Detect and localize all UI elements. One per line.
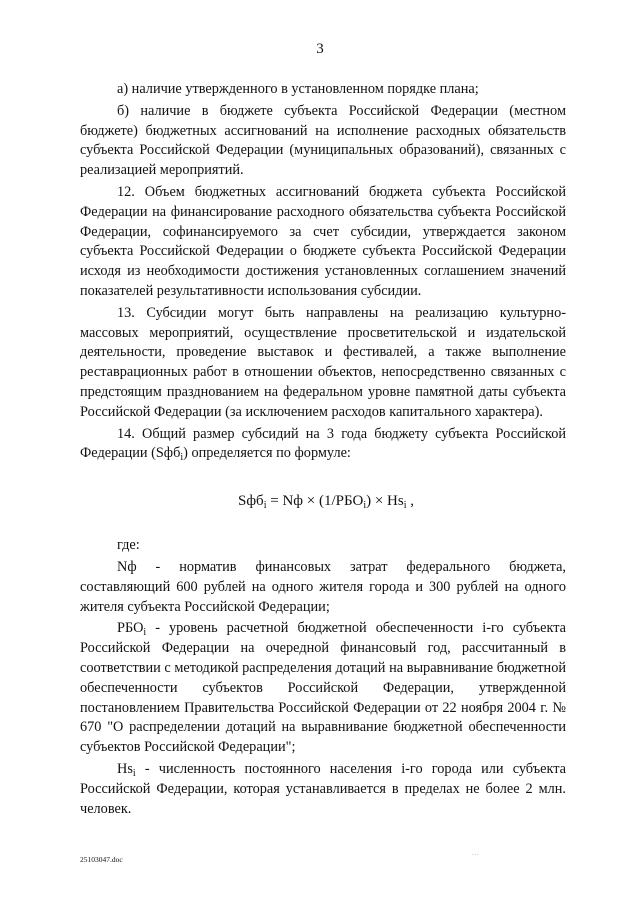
page-number: 3 — [316, 41, 324, 57]
formula-end: , — [406, 493, 414, 510]
paragraph-b: б) наличие в бюджете субъекта Российской Федерации (местном бюджете) бюджетных ассигнований на исполнение расходных обязательств субъекта Российской Федерации (муниципальных образований), связанных с реализацией мероприятий. — [80, 102, 566, 179]
definition-rbo-text: - уровень расчетной бюджетной обеспеченности i-го субъекта Российской Федерации на очередной финансовый год, рассчитанный в соответствии с методикой распределения дотаций на выравнивание бюджетной обеспеченности субъектов Российской Федерации, утвержденной постановлением Правительства Российской Федерации от 22 ноября 2004 г. № 670 "О распределении дотаций на выравнивание бюджетной обеспеченности субъектов Российской Федерации"; — [80, 620, 566, 756]
definition-rbo-subscript: i — [143, 627, 147, 639]
paragraph-12: 12. Объем бюджетных ассигнований бюджета субъекта Российской Федерации на финансирование расходного обязательства субъекта Российской Федерации, софинансируемого за счет субсидии, утверждается законом субъекта Российской Федерации о бюджете субъекта Российской Федерации исходя из необходимости достижения установленных соглашением значений показателей результативности использования субсидии. — [80, 183, 566, 299]
paragraph-13: 13. Субсидии могут быть направлены на реализацию культурно-массовых мероприятий, осуществление просветительской и издательской деятельности, проведение выставок и фестивалей, а также выполнение реставрационных работ в отношении объектов, непосредственно связанных с предстоящим празднованием на федеральном уровне памятной даты субъекта Российской Федерации (за исключением расходов капитального характера). — [80, 304, 566, 420]
definition-nf-term: Nф — [117, 558, 137, 575]
formula-middle-subscript: i — [363, 500, 367, 512]
definition-hs-text: - численность постоянного населения i-го города или субъекта Российской Федерации, которая устанавливается в пределах не более 2 млн. человек. — [80, 760, 566, 817]
formula-lhs: Sфб — [238, 493, 264, 510]
footer-file-name: 25103047.doc — [80, 855, 123, 864]
definition-nf-text: - норматив финансовых затрат федерального бюджета, составляющий 600 рублей на одного жителя города и 300 рублей на одного жителя субъекта Российской Федерации; — [80, 558, 566, 615]
definition-hs-term: Hs — [117, 760, 133, 777]
formula-lhs-subscript: i — [263, 500, 267, 512]
document-body — [80, 80, 566, 819]
definition-hs-subscript: i — [132, 767, 136, 779]
where-label: где: — [117, 537, 140, 554]
footer-mark: ... — [472, 851, 480, 857]
paragraph-a: а) наличие утвержденного в установленном порядке плана; — [117, 81, 479, 97]
paragraph-14-subscript: i — [180, 452, 184, 464]
paragraph-14-text: 14. Общий размер субсидий на 3 года бюджету субъекта Российской Федерации (Sфб — [80, 425, 566, 462]
subsidy-formula — [80, 491, 566, 511]
definition-rbo — [80, 619, 566, 758]
definition-nf — [80, 558, 566, 617]
definition-hs — [80, 760, 566, 819]
formula-middle: = Nф × (1/РБО — [266, 493, 364, 510]
paragraph-14 — [80, 425, 566, 465]
paragraph-14-text-end: ) определяется по формуле: — [183, 445, 351, 462]
formula-rhs: ) × Hs — [366, 493, 404, 510]
definition-rbo-term: РБО — [117, 620, 144, 637]
formula-rhs-subscript: i — [403, 500, 407, 512]
